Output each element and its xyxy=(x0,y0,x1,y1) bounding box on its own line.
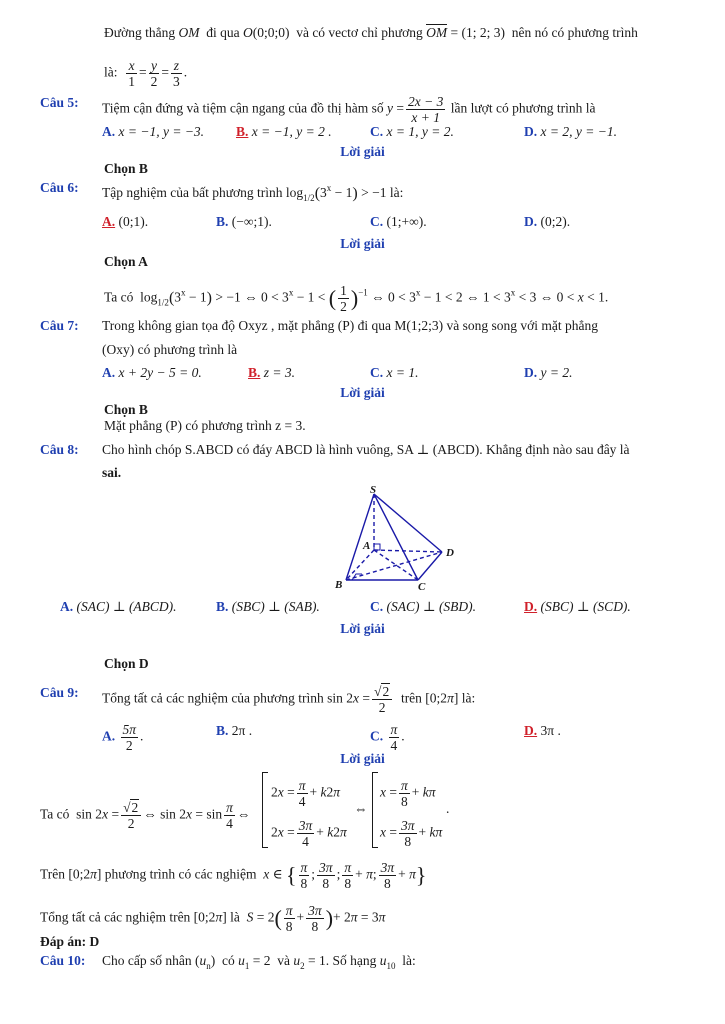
q5-option-d-letter: D. xyxy=(524,124,538,139)
q9-case-2b: x = $\frac{3\pi}{8}$ + kπ xyxy=(380,818,443,849)
label-C: C xyxy=(418,581,426,593)
q9-option-d-letter: D. xyxy=(524,723,538,738)
q7-solution-heading: Lời giải xyxy=(340,385,385,400)
q6-option-b-letter: B. xyxy=(216,214,229,229)
q9-option-d[interactable] xyxy=(524,722,561,740)
right-angle-B xyxy=(352,574,362,580)
q7-option-d-letter: D. xyxy=(524,365,538,380)
q8-text-1: Cho hình chóp S.ABCD có đáy ABCD là hình vuông, SA ⊥ (ABCD). Khẳng định nào sau đây là xyxy=(102,442,630,457)
q8-option-d[interactable] xyxy=(524,598,631,616)
intro-line-1: Đường thẳng OM đi qua O(0;0;0) và có vectơ chỉ phương OM = (1; 2; 3) nên nó có phương trình xyxy=(104,25,638,40)
label-S: S xyxy=(370,484,377,496)
q7-option-c-text: x = 1. xyxy=(386,365,419,380)
q5-option-c[interactable] xyxy=(370,123,454,141)
q9-option-c[interactable]: C. $\frac{\pi}{4}$ . xyxy=(370,722,405,753)
edge-SD xyxy=(374,494,442,552)
q9-work-3: Tổng tất cả các nghiệm trên [0;2π] là S = 2( $\frac{\pi}{8}$ + $\frac{3\pi}{8}$ )+ 2π = 3π xyxy=(40,903,386,934)
q9-bracket-1 xyxy=(262,772,268,848)
q9-solution-heading: Lời giải xyxy=(340,751,385,766)
q6-answer: Chọn A xyxy=(104,254,148,269)
q9-option-b[interactable] xyxy=(216,722,252,740)
q6-option-c-letter: C. xyxy=(370,214,384,229)
q8-option-c-letter: C. xyxy=(370,599,384,614)
q8-option-b[interactable] xyxy=(216,598,320,616)
q6-option-b-text: (−∞;1). xyxy=(231,214,272,229)
q9-case-2a: x = $\frac{\pi}{8}$ + kπ xyxy=(380,778,436,809)
q8-option-c-text: (SAC) ⊥ (SBD). xyxy=(386,599,477,614)
q8-option-d-text: (SBC) ⊥ (SCD). xyxy=(540,599,631,614)
q6-option-d[interactable] xyxy=(524,213,570,231)
q6-option-b[interactable] xyxy=(216,213,272,231)
q7-text-2: (Oxy) có phương trình là xyxy=(102,342,238,357)
q9-equiv: ⇔ xyxy=(354,801,368,816)
q5-option-d-text: x = 2, y = −1. xyxy=(540,124,617,139)
label-A: A xyxy=(363,540,371,552)
q9-work-1: Ta có sin 2x = $\frac{√2}{2}$ ⇔ sin 2x = sin $\frac{\pi}{4}$ ⇔ xyxy=(40,800,251,831)
q8-text-2: sai. xyxy=(102,465,122,480)
q9-option-d-text: 3π . xyxy=(540,723,561,738)
q5-label: Câu 5: xyxy=(40,95,79,110)
q9-case-1b: 2x = $\frac{3\pi}{4}$ + k2π xyxy=(271,818,347,849)
pyramid-figure xyxy=(330,484,460,594)
q9-option-a-letter: A. xyxy=(102,728,116,744)
q5-option-a-text: x = −1, y = −3. xyxy=(118,124,205,139)
q9-work-2: Trên [0;2π] phương trình có các nghiệm x ∈ { $\frac{\pi}{8}$ ; $\frac{3\pi}{8}$ ; $\frac{\pi}{8}$ + π; $\frac{3\pi}{8}$ + π} xyxy=(40,860,427,891)
q5-option-b-text: x = −1, y = 2 . xyxy=(251,124,332,139)
q5-option-c-text: x = 1, y = 2. xyxy=(386,124,454,139)
q8-option-b-letter: B. xyxy=(216,599,229,614)
q7-option-d-text: y = 2. xyxy=(540,365,573,380)
edge-SB xyxy=(346,494,374,580)
q8-solution-heading: Lời giải xyxy=(340,621,385,636)
q7-stem-1 xyxy=(40,317,598,335)
q7-option-d[interactable] xyxy=(524,364,572,382)
q6-work: Ta có $\log_{1/2}(3^x - 1) > -1$ ⇔ $0 < 3^x - 1$ < ( $\frac{1}{2}$ )$^{-1}$ ⇔ $0 < 3^x - 1 < 2$ ⇔ $1 < 3^x < 3$ ⇔ 0 < x < 1. xyxy=(104,283,609,314)
q8-option-d-letter: D. xyxy=(524,599,538,614)
q9-option-a[interactable]: A. $\frac{5\pi}{2}$ . xyxy=(102,722,144,753)
q8-option-a-text: (SAC) ⊥ (ABCD). xyxy=(76,599,177,614)
q8-option-a[interactable] xyxy=(60,598,177,616)
q6-option-a-letter: A. xyxy=(102,214,116,229)
q10-stem: Câu 10: Cho cấp số nhân $(u_n)$ có $u_1 = 2$ và $u_2 = 1$. Số hạng $u_{10}$ là: xyxy=(40,953,416,971)
q6-option-a[interactable] xyxy=(102,213,148,231)
q5-option-c-letter: C. xyxy=(370,124,384,139)
edge-SC xyxy=(374,494,418,580)
q5-option-b[interactable] xyxy=(236,123,332,141)
q9-option-b-letter: B. xyxy=(216,723,229,738)
q6-label: Câu 6: xyxy=(40,180,79,195)
q7-answer: Chọn B xyxy=(104,402,148,417)
q5-answer: Chọn B xyxy=(104,161,148,176)
q7-option-a[interactable] xyxy=(102,364,202,382)
q7-label: Câu 7: xyxy=(40,318,79,333)
q6-stem: Câu 6: Tập nghiệm của bất phương trình $\log_{1/2}(3^x - 1) > -1$ là: xyxy=(40,180,404,203)
q8-option-a-letter: A. xyxy=(60,599,74,614)
q7-work: Mặt phẳng (P) có phương trình z = 3. xyxy=(104,418,306,433)
q7-option-a-text: x + 2y − 5 = 0. xyxy=(118,365,202,380)
q6-option-d-text: (0;2). xyxy=(540,214,571,229)
q6-option-a-text: (0;1). xyxy=(118,214,149,229)
label-D: D xyxy=(446,547,454,559)
q5-solution-heading: Lời giải xyxy=(340,144,385,159)
q5-stem: Câu 5: Tiệm cận đứng và tiệm cận ngang của đồ thị hàm số y = $\frac{2x - 3}{x + 1}$ lần lượt có phương trình là xyxy=(40,94,596,125)
q6-option-c-text: (1;+∞). xyxy=(386,214,427,229)
q6-solution-heading: Lời giải xyxy=(340,236,385,251)
q9-stem: Câu 9: Tổng tất cả các nghiệm của phương trình sin 2x = $\frac{√2}{2}$ trên [0;2π] là: xyxy=(40,684,476,715)
intro-line-2-prefix: là: xyxy=(104,64,118,80)
q8-label: Câu 8: xyxy=(40,442,79,457)
q5-option-b-letter: B. xyxy=(236,124,249,139)
q8-option-c[interactable] xyxy=(370,598,476,616)
q5-option-a[interactable] xyxy=(102,123,204,141)
q7-option-c[interactable] xyxy=(370,364,418,382)
q7-option-b-letter: B. xyxy=(248,365,261,380)
q9-label: Câu 9: xyxy=(40,685,79,700)
q8-answer: Chọn D xyxy=(104,656,149,671)
q6-option-d-letter: D. xyxy=(524,214,538,229)
q7-text-1: Trong không gian tọa độ Oxyz , mặt phẳng (P) đi qua M(1;2;3) và song song với mặt phẳng xyxy=(102,318,598,333)
edge-AD xyxy=(374,550,442,552)
q10-label: Câu 10: xyxy=(40,953,86,968)
q5-option-d[interactable] xyxy=(524,123,617,141)
q5-option-a-letter: A. xyxy=(102,124,116,139)
diag-BD xyxy=(346,552,442,580)
q9-case-1a: 2x = $\frac{\pi}{4}$ + k2π xyxy=(271,778,341,809)
q9-work-1-prefix: Ta có xyxy=(40,806,70,822)
right-angle-A xyxy=(374,544,380,550)
q7-option-a-letter: A. xyxy=(102,365,116,380)
q7-option-b-text: z = 3. xyxy=(263,365,296,380)
q9-final-answer: Đáp án: D xyxy=(40,934,100,949)
q8-option-b-text: (SBC) ⊥ (SAB). xyxy=(231,599,320,614)
q9-option-b-text: 2π . xyxy=(231,723,253,738)
intro-line-2: là: $\frac{x}{1}$ = $\frac{y}{2}$ = $\frac{z}{3}$ . xyxy=(104,58,188,89)
q7-option-c-letter: C. xyxy=(370,365,384,380)
q9-option-c-letter: C. xyxy=(370,728,384,744)
q7-option-b[interactable] xyxy=(248,364,295,382)
label-B: B xyxy=(335,579,343,591)
q9-bracket-2 xyxy=(372,772,378,848)
q6-option-c[interactable] xyxy=(370,213,427,231)
q8-stem-1 xyxy=(40,441,630,459)
q9-work-1-period: . xyxy=(446,801,450,816)
